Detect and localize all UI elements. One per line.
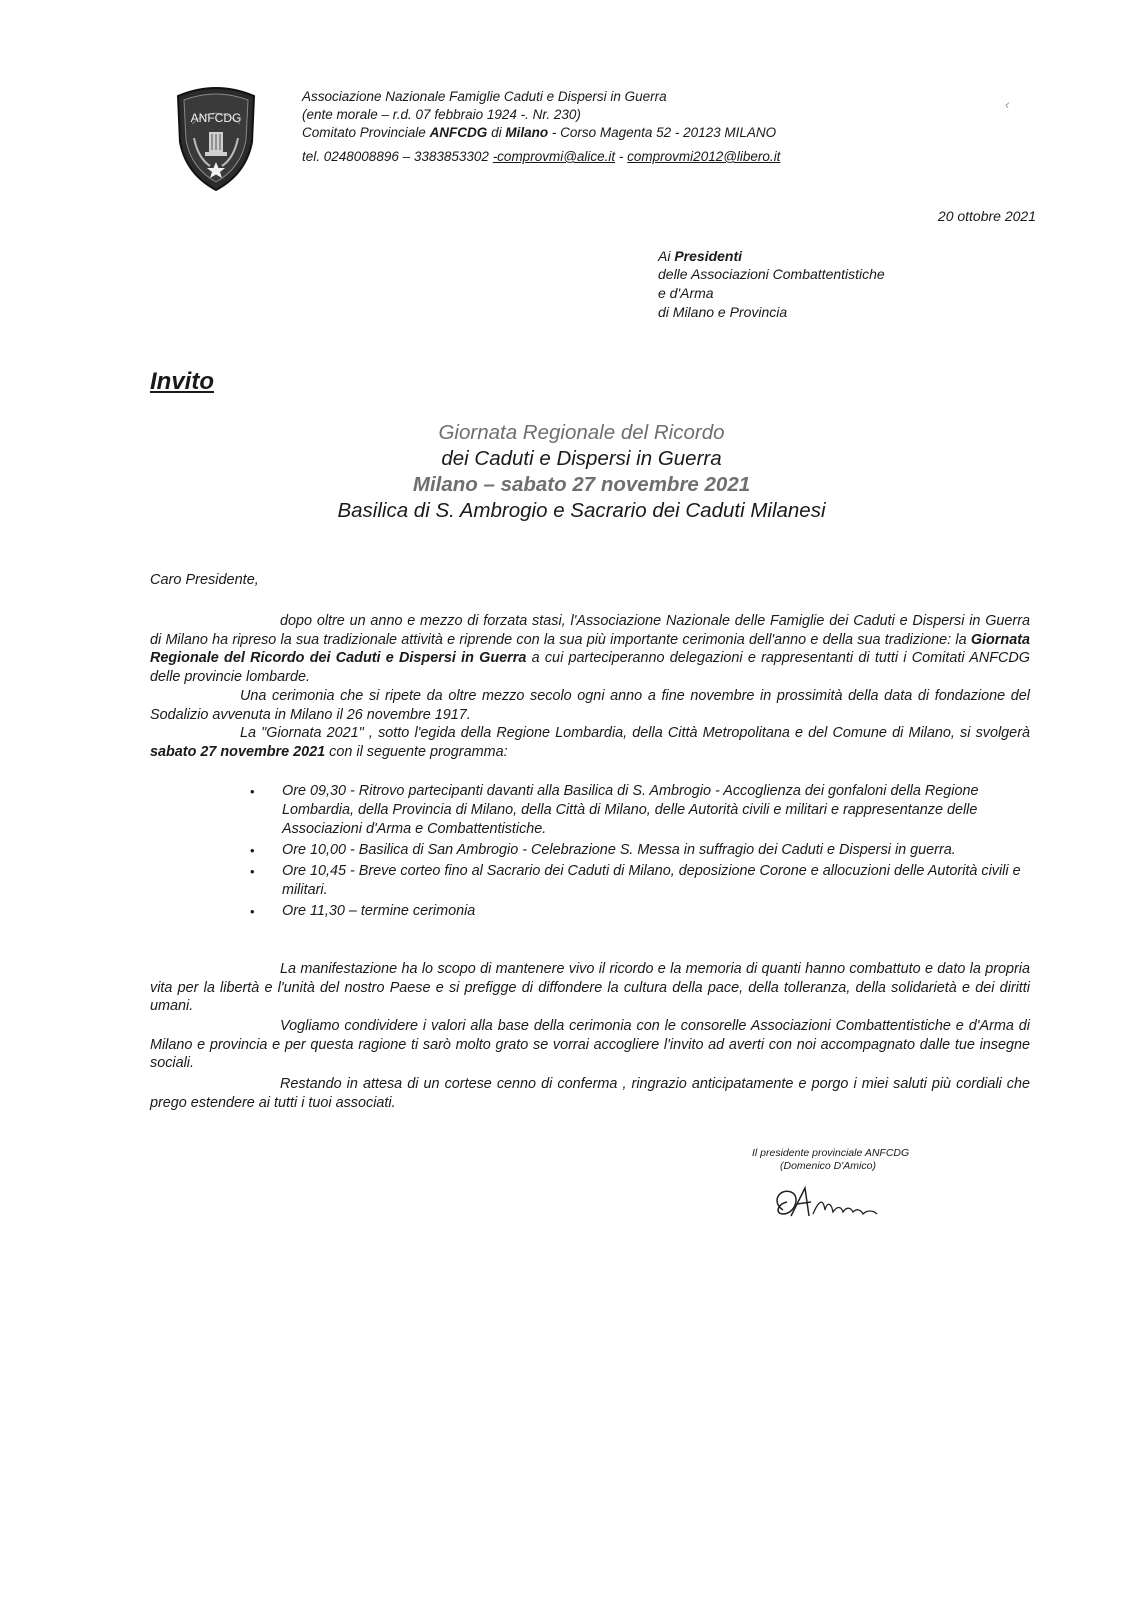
addressee-presidenti: Presidenti <box>674 248 743 264</box>
header-committee-pre: Comitato Provinciale <box>302 125 430 140</box>
header-email-separator: - <box>615 149 628 164</box>
addressee-prefix: Ai <box>658 248 675 264</box>
header-contacts <box>302 148 780 165</box>
paragraph-program-intro-end: con il seguente programma: <box>325 743 508 760</box>
event-title-line-1: Giornata Regionale del Ricordo <box>438 421 725 444</box>
paragraph-intro-text: dopo oltre un anno e mezzo di forzata stasi, l'Associazione Nazionale delle Famiglie dei Caduti e Dispersi in Guerra di Milano ha ripreso la sua tradizionale attività e riprende con la sua più importante cerimonia dell'anno e della sua tradizione: la <box>150 613 1030 648</box>
paragraph-purpose-text: La manifestazione ha lo scopo di mantenere vivo il ricordo e la memoria di quanti hanno combattuto e dato la propria vita per la libertà e l'unità del nostro Paese e si prefigge di diffondere la cultura della pace, della tolleranza, della solidarietà e dei diritti umani. <box>150 961 1030 1015</box>
paragraph-values-text: Vogliamo condividere i valori alla base della cerimonia con le consorelle Associazioni Combattentistiche e d'Arma di Milano e provincia e per questa ragione ti sarò molto grato se vorrai accogliere l'invito ad averti con noi accompagnato dalle tue insegne sociali. <box>150 1018 1030 1072</box>
bullet-icon: • <box>250 904 255 919</box>
program-item-text: Ore 09,30 - Ritrovo partecipanti davanti alla Basilica di S. Ambrogio - Accoglienza dei gonfaloni della Regione Lombardia, della Provincia di Milano, della Città di Milano, delle Autorità civili e militari e rappresentanze delle Associazioni d'Arma e Combattentistiche. <box>282 783 979 837</box>
paragraph-history <box>150 687 1030 724</box>
program-item <box>248 902 1028 921</box>
program-item <box>248 782 1028 839</box>
paragraph-values <box>150 1017 1030 1073</box>
paragraph-program-intro-text: La "Giornata 2021" , sotto l'egida della Regione Lombardia, della Città Metropolitana e del Comune di Milano, si svolgerà <box>240 725 1030 741</box>
corner-mark: ‹ <box>1005 96 1010 112</box>
header-committee <box>302 124 776 141</box>
program-list <box>248 782 1028 923</box>
bullet-icon: • <box>250 843 255 858</box>
header-ente-morale: (ente morale – r.d. 07 febbraio 1924 -. Nr. 230) <box>302 107 581 122</box>
program-item <box>248 841 1028 860</box>
header-committee-mid: di <box>487 125 506 140</box>
paragraph-intro <box>150 612 1030 687</box>
event-title-line-4: Basilica di S. Ambrogio e Sacrario dei Caduti Milanesi <box>337 499 826 522</box>
paragraph-history-text: Una cerimonia che si ripete da oltre mezzo secolo ogni anno a fine novembre in prossimità della data di fondazione del Sodalizio avvenuta in Milano il 26 novembre 1917. <box>150 688 1030 723</box>
handwritten-signature <box>765 1180 905 1230</box>
paragraph-closing <box>150 1075 1030 1112</box>
header-committee-city: Milano <box>505 125 549 140</box>
letter-date: 20 ottobre 2021 <box>937 208 1036 224</box>
addressee-line-4: di Milano e Provincia <box>658 304 788 320</box>
invito-heading: Invito <box>150 368 214 395</box>
header-committee-address: - Corso Magenta 52 - 20123 MILANO <box>548 125 777 140</box>
paragraph-intro-event-name: Giornata Regionale del Ricordo dei Caduti e Dispersi in Guerra <box>150 631 1030 667</box>
paragraph-program-date: sabato 27 novembre 2021 <box>150 743 326 760</box>
paragraph-closing-text: Restando in attesa di un cortese cenno di conferma , ringrazio anticipatamente e porgo i miei saluti più cordiali che prego estendere ai tutti i tuoi associati. <box>150 1076 1030 1111</box>
header-committee-anfcdg: ANFCDG <box>429 125 488 140</box>
salutation: Caro Presidente, <box>150 572 259 588</box>
bullet-icon: • <box>250 864 255 879</box>
header-phone: tel. 0248008896 – 3383853302 <box>302 149 493 164</box>
email-link-alice[interactable]: -comprovmi@alice.it <box>492 149 616 164</box>
paragraph-intro-text-end: a cui parteciperanno delegazioni e rappresentanti di tutti i Comitati ANFCDG delle provincie lombarde. <box>150 650 1031 686</box>
addressee-line-3: e d'Arma <box>658 285 714 301</box>
anfcdg-logo <box>172 82 260 192</box>
event-title-line-2: dei Caduti e Dispersi in Guerra <box>441 447 722 470</box>
paragraph-purpose <box>150 960 1030 1016</box>
program-item-text: Ore 11,30 – termine cerimonia <box>282 903 476 919</box>
bullet-icon: • <box>250 784 255 799</box>
program-item-text: Ore 10,00 - Basilica di San Ambrogio - Celebrazione S. Messa in suffragio dei Caduti e Dispersi in guerra. <box>282 842 956 858</box>
event-title-line-3: Milano – sabato 27 novembre 2021 <box>412 473 751 496</box>
paragraph-program-intro <box>150 724 1030 761</box>
signature-role: Il presidente provinciale ANFCDG <box>752 1147 910 1159</box>
email-link-libero[interactable]: comprovmi2012@libero.it <box>627 149 781 164</box>
program-item-text: Ore 10,45 - Breve corteo fino al Sacrario dei Caduti di Milano, deposizione Corone e allocuzioni delle Autorità civili e militari. <box>282 863 1021 898</box>
logo-text: ANFCDG <box>190 111 242 125</box>
header-association-name: Associazione Nazionale Famiglie Caduti e Dispersi in Guerra <box>302 89 667 104</box>
addressee-line-1 <box>658 246 742 266</box>
program-item <box>248 862 1028 900</box>
signature-name: (Domenico D'Amico) <box>780 1160 876 1172</box>
addressee-line-2: delle Associazioni Combattentistiche <box>658 266 885 282</box>
